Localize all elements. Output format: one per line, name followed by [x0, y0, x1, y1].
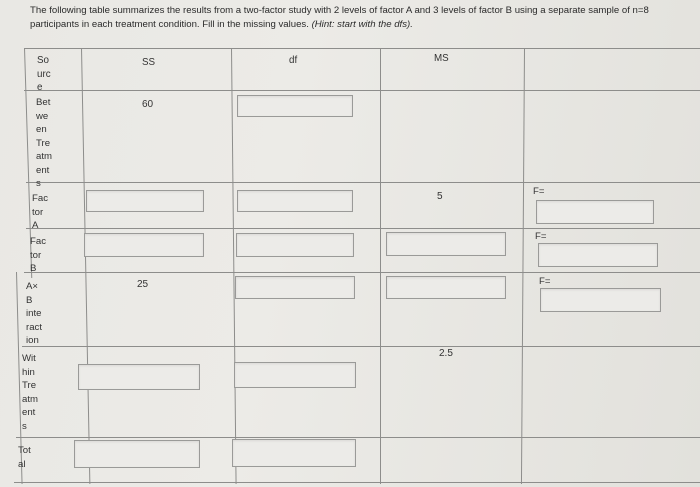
- table-rule-header: [24, 90, 700, 91]
- question-main: The following table summarizes the results from a two-factor study with 2 levels of factor A and 3 levels of factor B using a separate sample of n=8 participants in each treatment condition. Fill in the missing values.: [30, 5, 649, 30]
- row-factor-a-f-label: F=: [533, 186, 545, 197]
- table-rule-row3: [24, 272, 700, 273]
- row-factor-b-f-label: F=: [535, 231, 547, 242]
- row-factor-a-ms: 5: [437, 191, 443, 202]
- table-rule-row4: [22, 346, 700, 347]
- row-factor-a-df-input[interactable]: [237, 190, 353, 212]
- row-within-ss-input[interactable]: [78, 364, 200, 390]
- row-interaction-source: A× B inte ract ion: [26, 281, 42, 346]
- row-interaction-ms-input[interactable]: [386, 276, 506, 299]
- row-total-source: Tot al: [18, 445, 31, 470]
- row-total-df-input[interactable]: [232, 439, 356, 467]
- header-source: So urc e: [37, 55, 51, 93]
- table-rule-row5: [16, 437, 700, 438]
- header-df: df: [289, 55, 298, 66]
- row-interaction-ss: 25: [137, 279, 149, 290]
- table-rule-top: [24, 48, 700, 49]
- row-interaction-df-input[interactable]: [235, 276, 355, 299]
- row-between-source: Bet we en Tre atm ent s: [36, 97, 52, 189]
- row-factor-b-ss-input[interactable]: [84, 233, 204, 257]
- row-within-source: Wit hin Tre atm ent s: [22, 353, 38, 432]
- row-factor-a-f-input[interactable]: [536, 200, 654, 224]
- table-rule-bottom: [14, 482, 700, 483]
- table-col-ms: [380, 48, 381, 484]
- table-col-ss: [81, 48, 90, 484]
- table-col-df: [231, 48, 237, 484]
- row-between-ss: 60: [142, 99, 154, 110]
- table-rule-row2: [26, 228, 700, 229]
- row-factor-b-ms-input[interactable]: [386, 232, 506, 256]
- row-interaction-f-label: F=: [539, 276, 551, 287]
- row-between-df-input[interactable]: [237, 95, 353, 117]
- table-rule-row1: [26, 182, 700, 183]
- row-total-ss-input[interactable]: [74, 440, 200, 468]
- table-col-f: [521, 48, 525, 484]
- row-factor-b-f-input[interactable]: [538, 243, 658, 267]
- question-hint: (Hint: start with the dfs).: [311, 19, 413, 30]
- row-factor-a-ss-input[interactable]: [86, 190, 204, 212]
- header-ms: MS: [434, 53, 449, 64]
- row-factor-b-df-input[interactable]: [236, 233, 354, 257]
- row-within-ms: 2.5: [439, 348, 453, 359]
- row-factor-b-source: Fac tor B: [30, 236, 46, 274]
- header-ss: SS: [142, 57, 156, 68]
- row-within-df-input[interactable]: [234, 362, 356, 388]
- row-factor-a-source: Fac tor A: [32, 193, 48, 231]
- row-interaction-f-input[interactable]: [540, 288, 661, 312]
